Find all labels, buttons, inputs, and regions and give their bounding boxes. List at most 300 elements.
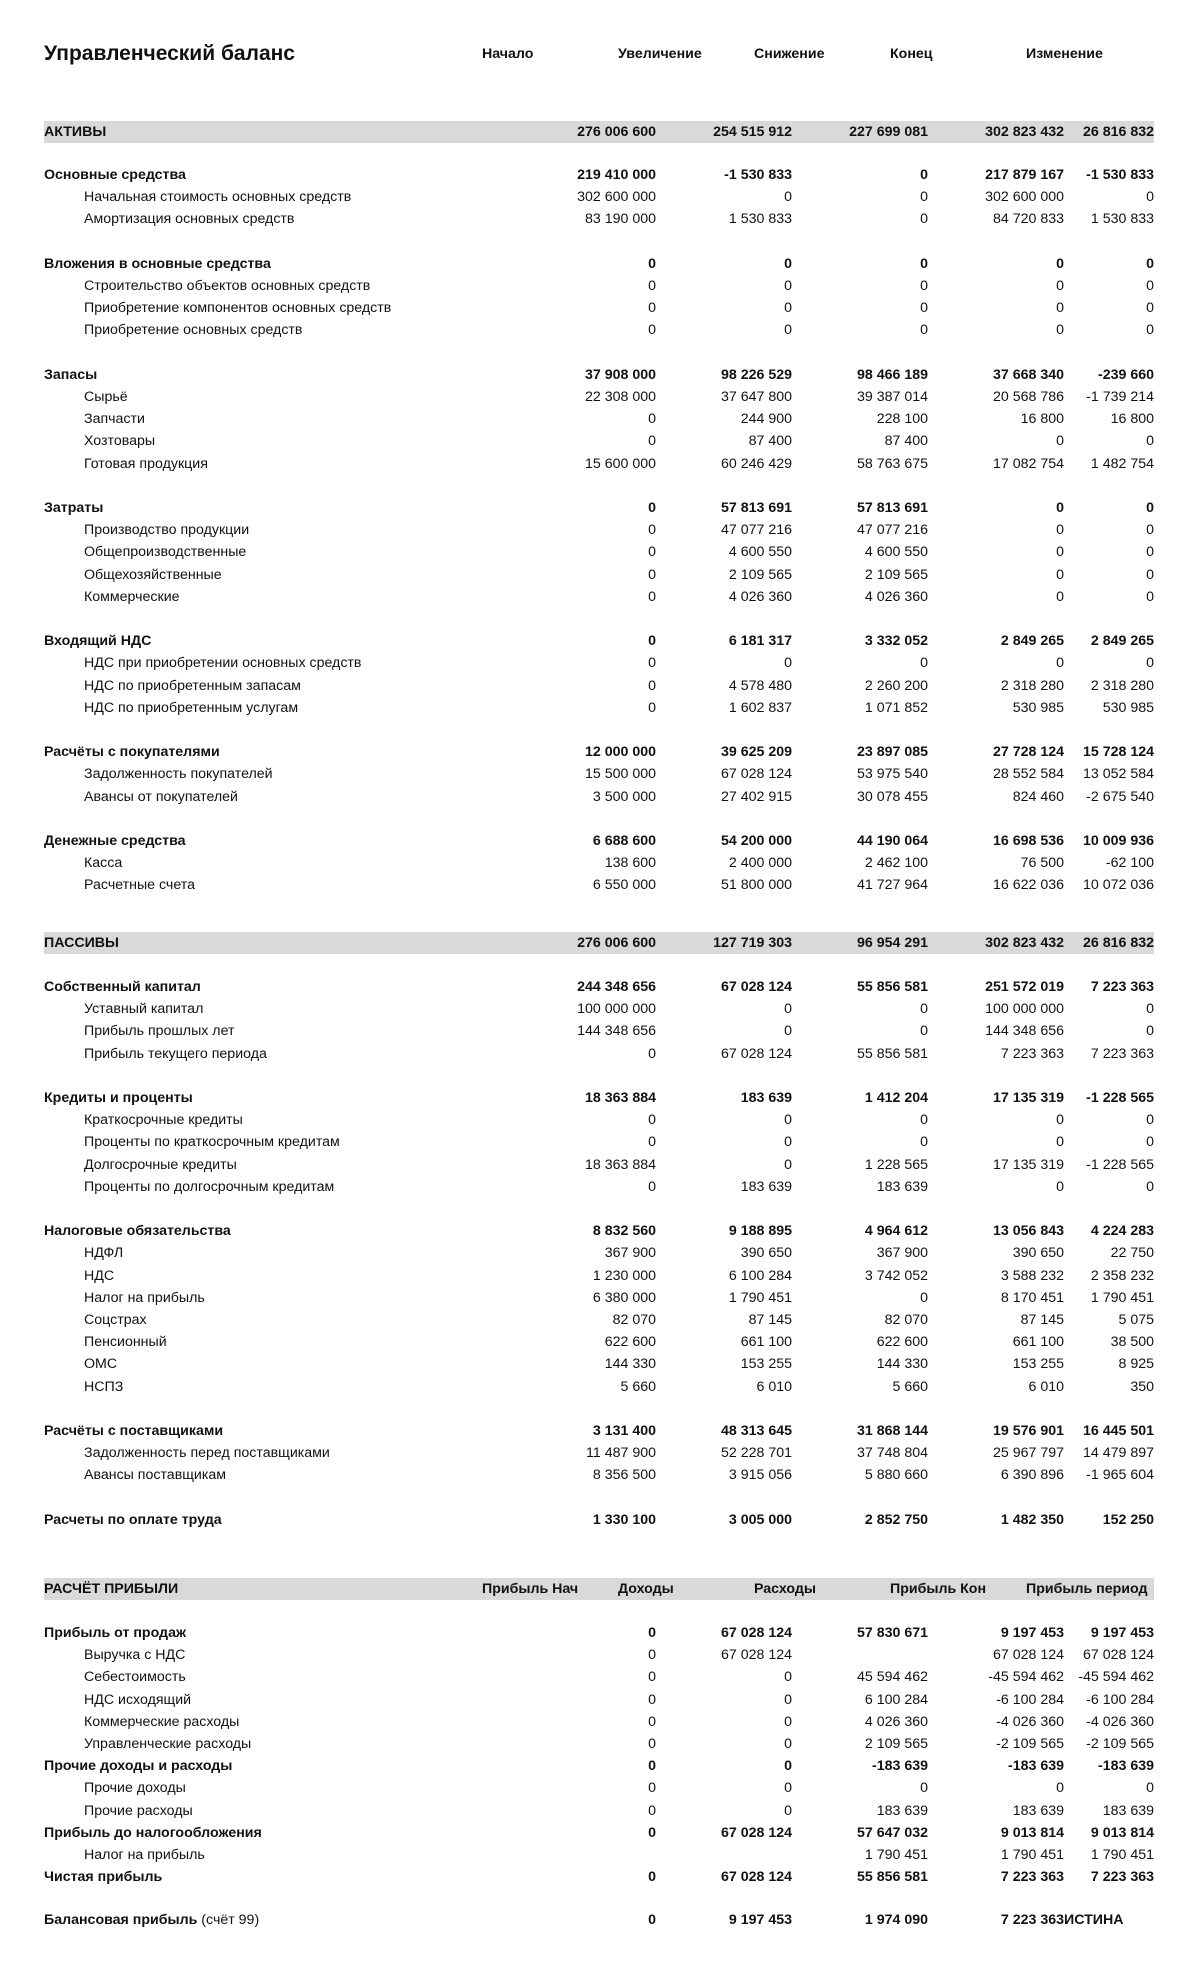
cell-value: 0: [1056, 433, 1064, 450]
cell-value: 0: [648, 655, 656, 672]
profit-row: [44, 1689, 1154, 1711]
cell-value: 183 639: [876, 1802, 928, 1819]
cell-value: 144 330: [876, 1356, 928, 1373]
cell-value: 55 856 581: [856, 1869, 928, 1886]
cell-value: 30 078 455: [856, 788, 928, 805]
cell-value: 0: [648, 588, 656, 605]
cell-value: 6 010: [756, 1378, 792, 1395]
cell-value: 52 228 701: [720, 1445, 792, 1462]
group-row: [44, 1220, 1154, 1242]
group-row: [44, 364, 1154, 386]
group-label: Основные средства: [44, 167, 186, 183]
item-label: Прибыль текущего периода: [84, 1045, 267, 1062]
cell-value: 16 800: [1110, 411, 1154, 428]
profit-row: [44, 1644, 1154, 1666]
cell-value: 0: [920, 322, 928, 339]
cell-value: 1 230 000: [592, 1267, 656, 1284]
cell-value: 8 356 500: [592, 1467, 656, 1484]
cell-value: 87 400: [748, 433, 792, 450]
item-label: Пенсионный: [84, 1334, 167, 1351]
cell-value: 60 246 429: [720, 455, 792, 472]
item-label: НСПЗ: [84, 1378, 124, 1395]
item-row: [44, 453, 1154, 475]
cell-value: 67 028 124: [720, 766, 792, 783]
group-row: [44, 741, 1154, 763]
item-label: Приобретение компонентов основных средств: [84, 300, 392, 317]
cell-value: 0: [784, 1134, 792, 1151]
cell-value: 45 594 462: [856, 1669, 928, 1686]
cell-value: 0: [648, 300, 656, 317]
item-label: Задолженность перед поставщиками: [84, 1445, 330, 1462]
cell-value: 350: [1130, 1378, 1154, 1395]
cell-value: 11 487 900: [586, 1445, 656, 1462]
cell-value: 0: [1056, 544, 1064, 561]
cell-value: 28 552 584: [992, 766, 1064, 783]
item-label: ОМС: [84, 1356, 118, 1373]
cell-value: 47 077 216: [720, 522, 792, 539]
cell-value: -4 026 360: [1086, 1713, 1154, 1730]
cell-value: 0: [648, 1647, 656, 1664]
group-row: [44, 253, 1154, 275]
cell-value: 4 026 360: [728, 588, 792, 605]
cell-value: 0: [784, 278, 792, 294]
cell-value: 26 816 832: [1082, 124, 1154, 140]
cell-value: 183 639: [1102, 1802, 1154, 1819]
cell-value: 67 028 124: [720, 1869, 792, 1886]
group-row: [44, 830, 1154, 852]
cell-value: 0: [920, 189, 928, 206]
cell-value: 144 348 656: [985, 1023, 1064, 1040]
cell-value: 67 028 124: [720, 1824, 792, 1841]
cell-value: 0: [1146, 522, 1154, 539]
cell-value: 0: [1146, 433, 1154, 450]
cell-value: 0: [1056, 1178, 1064, 1195]
column-header: Снижение: [754, 46, 825, 62]
cell-value: 1 790 451: [864, 1847, 928, 1863]
cell-value: 0: [920, 1001, 928, 1018]
cell-value: 6 010: [1028, 1378, 1064, 1395]
cell-value: 2 849 265: [1090, 633, 1154, 650]
balance-profit-title: Балансовая прибыль: [44, 1912, 198, 1928]
cell-value: -4 026 360: [996, 1713, 1064, 1730]
cell-value: 37 908 000: [584, 366, 656, 383]
item-row: [44, 1353, 1154, 1375]
cell-value: 67 028 124: [720, 1045, 792, 1062]
item-row: [44, 1442, 1154, 1464]
cell-value: 0: [784, 1802, 792, 1819]
cell-value: 0: [920, 167, 928, 183]
group-label: Налоговые обязательства: [44, 1223, 231, 1240]
assets-total-row: [44, 121, 1154, 143]
cell-value: 13 056 843: [992, 1223, 1064, 1240]
profit-row: [44, 1800, 1154, 1822]
cell-value: 0: [784, 1780, 792, 1797]
item-label: Соцстрах: [84, 1312, 147, 1328]
item-label: Коммерческие: [84, 588, 180, 605]
cell-value: 4 600 550: [864, 544, 928, 561]
cell-value: 2 358 232: [1090, 1267, 1154, 1284]
cell-value: 82 070: [884, 1312, 928, 1328]
cell-value: 7 223 363: [1090, 979, 1154, 995]
cell-value: 76 500: [1020, 855, 1064, 872]
cell-value: 17 082 754: [992, 455, 1064, 472]
profit-label: Коммерческие расходы: [84, 1713, 240, 1730]
cell-value: 0: [1146, 1001, 1154, 1018]
item-label: Налог на прибыль: [84, 1289, 205, 1306]
cell-value: 3 332 052: [864, 633, 928, 650]
cell-value: 1 530 833: [1090, 211, 1154, 228]
item-label: Амортизация основных средств: [84, 211, 295, 228]
profit-column-header: Прибыль период: [1026, 1581, 1148, 1597]
balance-profit-label: [44, 1909, 259, 1931]
cell-value: 57 830 671: [856, 1625, 928, 1641]
cell-value: 3 588 232: [1000, 1267, 1064, 1284]
cell-value: 0: [1146, 500, 1154, 516]
cell-value: 3 500 000: [592, 788, 656, 805]
item-row: [44, 874, 1154, 896]
cell-value: 15 500 000: [584, 766, 656, 783]
cell-value: 1 530 833: [728, 211, 792, 228]
cell-value: 0: [648, 677, 656, 694]
cell-value: 6 181 317: [728, 633, 792, 650]
cell-value: 1 228 565: [864, 1156, 928, 1173]
profit-row: [44, 1866, 1154, 1888]
cell-value: 9 013 814: [1090, 1824, 1154, 1841]
cell-value: 530 985: [1102, 699, 1154, 716]
cell-value: 183 639: [876, 1178, 928, 1195]
item-row: [44, 763, 1154, 785]
cell-value: 100 000 000: [985, 1001, 1064, 1018]
cell-value: 0: [1146, 1134, 1154, 1151]
cell-value: 367 900: [876, 1245, 928, 1262]
cell-value: 13 052 584: [1082, 766, 1154, 783]
cell-value: 1 071 852: [864, 699, 928, 716]
cell-value: 5 660: [892, 1378, 928, 1395]
group-row: [44, 1420, 1154, 1442]
cell-value: 0: [648, 1824, 656, 1841]
cell-value: 0: [648, 1134, 656, 1151]
cell-value: 0: [648, 566, 656, 583]
profit-label: Прочие расходы: [84, 1802, 193, 1819]
item-row: [44, 1464, 1154, 1486]
cell-value: -1 228 565: [1086, 1090, 1154, 1106]
cell-value: 0: [648, 1625, 656, 1641]
profit-row: [44, 1822, 1154, 1844]
cell-value: 276 006 600: [577, 124, 656, 140]
group-label: Затраты: [44, 500, 104, 516]
cell-value: -1 739 214: [1086, 389, 1154, 405]
cell-value: 0: [784, 1023, 792, 1040]
cell-value: 4 224 283: [1090, 1223, 1154, 1240]
profit-column-header: Прибыль Кон: [890, 1581, 987, 1597]
item-label: НДС по приобретенным услугам: [84, 699, 299, 716]
cell-value: 302 823 432: [985, 935, 1064, 951]
cell-value: 51 800 000: [720, 877, 792, 894]
item-row: [44, 275, 1154, 297]
cell-value: 0: [648, 1669, 656, 1686]
cell-value: 23 897 085: [856, 744, 928, 761]
column-header: Конец: [890, 46, 933, 62]
cell-value: 17 135 319: [992, 1156, 1064, 1173]
cell-value: 0: [648, 1869, 656, 1886]
cell-value: 824 460: [1012, 788, 1064, 805]
cell-value: 0: [1146, 322, 1154, 339]
group-row: [44, 1509, 1154, 1531]
cell-value: 54 200 000: [720, 833, 792, 849]
cell-value: 1 330 100: [592, 1511, 656, 1528]
cell-value: 15 728 124: [1082, 744, 1154, 761]
cell-value: -1 530 833: [1086, 167, 1154, 183]
cell-value: -2 675 540: [1086, 788, 1154, 805]
cell-value: 1 482 754: [1090, 455, 1154, 472]
cell-value: 0: [784, 255, 792, 272]
cell-value: 84 720 833: [992, 211, 1064, 228]
cell-value: 530 985: [1012, 699, 1064, 716]
item-row: [44, 541, 1154, 563]
group-label: Расчёты с покупателями: [44, 744, 220, 761]
item-label: Готовая продукция: [84, 455, 208, 472]
cell-value: 0: [1056, 322, 1064, 339]
cell-value: 3 742 052: [864, 1267, 928, 1284]
cell-value: 57 813 691: [720, 500, 792, 516]
cell-value: 47 077 216: [856, 522, 928, 539]
cell-value: 41 727 964: [856, 877, 928, 894]
cell-value: -2 109 565: [1086, 1736, 1154, 1752]
cell-value: 661 100: [740, 1334, 792, 1351]
cell-value: 8 170 451: [1000, 1289, 1064, 1306]
cell-value: 0: [784, 1112, 792, 1129]
item-row: [44, 519, 1154, 541]
item-row: [44, 208, 1154, 230]
group-row: [44, 497, 1154, 519]
cell-value: -6 100 284: [1086, 1691, 1154, 1708]
cell-value: 0: [1146, 655, 1154, 672]
cell-value: 9 197 453: [1000, 1625, 1064, 1641]
cell-value: 2 462 100: [864, 855, 928, 872]
cell-value: 0: [648, 1112, 656, 1129]
cell-value: 10 072 036: [1082, 877, 1154, 894]
item-label: НДС по приобретенным запасам: [84, 677, 301, 694]
cell-value: 4 964 612: [864, 1223, 928, 1240]
cell-value: -62 100: [1105, 855, 1154, 872]
cell-value: 27 728 124: [992, 744, 1064, 761]
cell-value: 0: [920, 1112, 928, 1129]
cell-value: -1 965 604: [1086, 1467, 1154, 1484]
group-label: Запасы: [44, 366, 98, 383]
cell-value: 1 790 451: [1000, 1847, 1064, 1863]
cell-value: 0: [648, 1912, 656, 1928]
cell-value: 0: [648, 433, 656, 450]
cell-value: 2 400 000: [728, 855, 792, 872]
item-label: Начальная стоимость основных средств: [84, 189, 352, 206]
liabilities-total-row: [44, 932, 1154, 954]
cell-value: 144 348 656: [577, 1023, 656, 1040]
cell-value: 0: [1146, 278, 1154, 294]
cell-value: 0: [920, 211, 928, 228]
item-label: Приобретение основных средств: [84, 322, 303, 339]
cell-value: 0: [920, 655, 928, 672]
profit-row: [44, 1755, 1154, 1777]
cell-value: 0: [1056, 566, 1064, 583]
cell-value: 153 255: [740, 1356, 792, 1373]
cell-value: 217 879 167: [985, 167, 1064, 183]
cell-value: 22 308 000: [584, 389, 656, 405]
profit-row: [44, 1844, 1154, 1866]
cell-value: 1 790 451: [1090, 1847, 1154, 1863]
cell-value: 0: [1146, 566, 1154, 583]
column-header: Увеличение: [618, 46, 702, 62]
profit-label: Чистая прибыль: [44, 1869, 163, 1886]
cell-value: 87 400: [884, 433, 928, 450]
item-row: [44, 564, 1154, 586]
cell-value: 0: [1146, 1023, 1154, 1040]
section-label: АКТИВЫ: [44, 124, 107, 140]
item-label: Сырьё: [84, 389, 128, 405]
cell-value: 390 650: [1012, 1245, 1064, 1262]
cell-value: 2 852 750: [864, 1511, 928, 1528]
group-row: [44, 630, 1154, 652]
item-label: НДС при приобретении основных средств: [84, 655, 362, 672]
cell-value: 144 330: [604, 1356, 656, 1373]
item-row: [44, 998, 1154, 1020]
cell-value: 38 500: [1110, 1334, 1154, 1351]
cell-value: 183 639: [740, 1090, 792, 1106]
cell-value: 0: [1056, 588, 1064, 605]
cell-value: 0: [648, 1178, 656, 1195]
cell-value: 0: [920, 278, 928, 294]
profit-row: [44, 1666, 1154, 1688]
cell-value: 6 550 000: [592, 877, 656, 894]
item-row: [44, 1376, 1154, 1398]
cell-value: -183 639: [871, 1758, 928, 1775]
cell-value: 0: [1056, 522, 1064, 539]
cell-value: 67 028 124: [1082, 1647, 1154, 1664]
cell-value: 14 479 897: [1082, 1445, 1154, 1462]
item-row: [44, 652, 1154, 674]
cell-value: 0: [1146, 544, 1154, 561]
cell-value: 0: [1056, 1112, 1064, 1129]
cell-value: 87 145: [748, 1312, 792, 1328]
item-label: Авансы поставщикам: [84, 1467, 226, 1484]
cell-value: 98 226 529: [720, 366, 792, 383]
cell-value: 9 197 453: [1090, 1625, 1154, 1641]
cell-value: 0: [784, 1758, 792, 1775]
group-label: Входящий НДС: [44, 633, 152, 650]
cell-value: 0: [1056, 655, 1064, 672]
cell-value: 0: [648, 544, 656, 561]
cell-value: 0: [648, 500, 656, 516]
cell-value: 4 026 360: [864, 588, 928, 605]
cell-value: 219 410 000: [577, 167, 656, 183]
profit-label: Прибыль от продаж: [44, 1625, 187, 1641]
item-label: Авансы от покупателей: [84, 788, 238, 805]
item-row: [44, 675, 1154, 697]
cell-value: 183 639: [1012, 1802, 1064, 1819]
cell-value: 0: [1146, 189, 1154, 206]
cell-value: 0: [920, 1023, 928, 1040]
cell-value: 661 100: [1012, 1334, 1064, 1351]
cell-value: 0: [920, 255, 928, 272]
item-label: Производство продукции: [84, 522, 250, 539]
cell-value: 0: [784, 322, 792, 339]
cell-value: 0: [1146, 1178, 1154, 1195]
cell-value: 44 190 064: [856, 833, 928, 849]
item-label: Уставный капитал: [84, 1001, 204, 1018]
cell-value: 22 750: [1110, 1245, 1154, 1262]
cell-value: 6 390 896: [1000, 1467, 1064, 1484]
group-label: Расчёты с поставщиками: [44, 1423, 224, 1439]
cell-value: 5 880 660: [864, 1467, 928, 1484]
cell-value: 5 075: [1118, 1312, 1154, 1328]
cell-value: 53 975 540: [856, 766, 928, 783]
cell-value: 0: [784, 1736, 792, 1752]
cell-value: 57 647 032: [856, 1824, 928, 1841]
cell-value: 0: [1056, 1780, 1064, 1797]
profit-label: НДС исходящий: [84, 1691, 192, 1708]
cell-value: 0: [784, 1691, 792, 1708]
cell-value: 0: [648, 1802, 656, 1819]
cell-value: 58 763 675: [856, 455, 928, 472]
cell-value: 0: [648, 411, 656, 428]
item-row: [44, 697, 1154, 719]
cell-value: 26 816 832: [1082, 935, 1154, 951]
profit-column-header: Расходы: [754, 1581, 817, 1597]
cell-value: 98 466 189: [856, 366, 928, 383]
group-label: Вложения в основные средства: [44, 255, 271, 272]
profit-label: Прибыль до налогообложения: [44, 1824, 262, 1841]
cell-value: 0: [648, 1758, 656, 1775]
cell-value: 9 197 453: [728, 1912, 792, 1928]
cell-value: 48 313 645: [720, 1423, 792, 1439]
item-label: Строительство объектов основных средств: [84, 278, 371, 294]
group-label: Денежные средства: [44, 833, 186, 849]
cell-value: 0: [784, 189, 792, 206]
cell-value: 4 026 360: [864, 1713, 928, 1730]
cell-value: 55 856 581: [856, 1045, 928, 1062]
cell-value: 9 188 895: [728, 1223, 792, 1240]
item-label: Хозтовары: [84, 433, 156, 450]
item-label: НДС: [84, 1267, 115, 1284]
cell-value: 8 925: [1118, 1356, 1154, 1373]
profit-column-header: Прибыль Нач: [482, 1581, 579, 1597]
cell-value: 367 900: [604, 1245, 656, 1262]
cell-value: -1 228 565: [1086, 1156, 1154, 1173]
cell-value: 0: [784, 1156, 792, 1173]
cell-value: 2 260 200: [864, 677, 928, 694]
profit-row: [44, 1711, 1154, 1733]
cell-value: 0: [784, 300, 792, 317]
cell-value: 82 070: [612, 1312, 656, 1328]
item-row: [44, 1131, 1154, 1153]
cell-value: 83 190 000: [584, 211, 656, 228]
item-row: [44, 186, 1154, 208]
cell-value: 0: [648, 522, 656, 539]
cell-value: 0: [648, 255, 656, 272]
item-row: [44, 1176, 1154, 1198]
item-label: Проценты по краткосрочным кредитам: [84, 1134, 340, 1151]
item-row: [44, 1020, 1154, 1042]
profit-label: Управленческие расходы: [84, 1736, 252, 1752]
cell-value: -6 100 284: [996, 1691, 1064, 1708]
item-row: [44, 852, 1154, 874]
column-header: Начало: [482, 46, 534, 62]
cell-value: 153 255: [1012, 1356, 1064, 1373]
cell-value: 2 318 280: [1090, 677, 1154, 694]
item-label: Прибыль прошлых лет: [84, 1023, 235, 1040]
cell-value: 0: [1146, 300, 1154, 317]
title-row: [44, 38, 1154, 70]
cell-value: 19 576 901: [992, 1423, 1064, 1439]
